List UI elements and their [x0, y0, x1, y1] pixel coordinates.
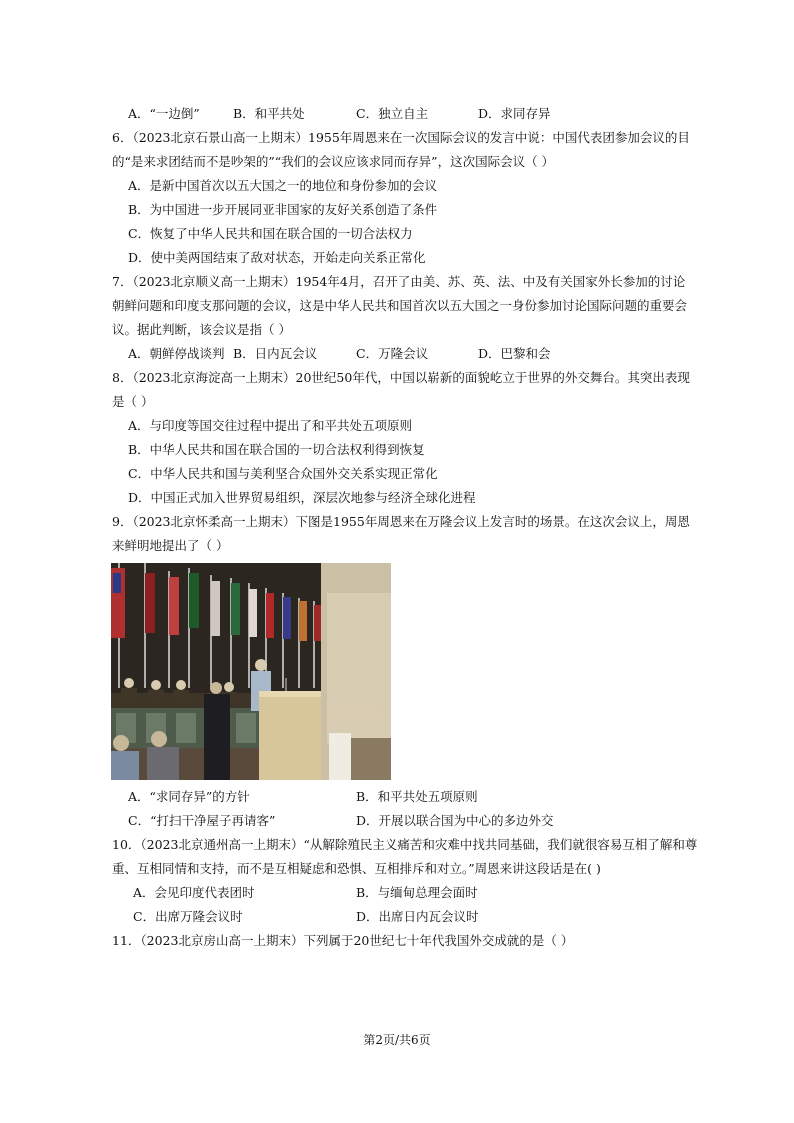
q10-option-c: C．出席万隆会议时: [133, 909, 243, 924]
q7-option-b: B．日内瓦会议: [233, 346, 318, 361]
q10-stem-line1: 10．（2023北京通州高一上期末）“从解除殖民主义痛苦和灾难中找共同基础，我们就很容易互相了解和尊: [112, 837, 698, 852]
q9-option-b: B．和平共处五项原则: [356, 789, 478, 804]
q7-stem-line3: 议。据此判断，该会议是指（ ）: [112, 322, 291, 337]
q9-stem-line2: 来鲜明地提出了（ ）: [112, 538, 229, 553]
q10-option-d: D．出席日内瓦会议时: [356, 909, 479, 924]
q6-option-c: C．恢复了中华人民共和国在联合国的一切合法权力: [128, 226, 413, 241]
q6-option-b: B．为中国进一步开展同亚非国家的友好关系创造了条件: [128, 202, 438, 217]
q8-option-d: D．中国正式加入世界贸易组织，深层次地参与经济全球化进程: [128, 490, 476, 505]
q5-option-b: B．和平共处: [233, 106, 305, 121]
q7-option-c: C．万隆会议: [356, 346, 429, 361]
q9-option-a: A．“求同存异”的方针: [128, 789, 250, 804]
q5-option-c: C．独立自主: [356, 106, 429, 121]
q8-stem-line2: 是（ ）: [112, 394, 154, 409]
q6-option-a: A．是新中国首次以五大国之一的地位和身份参加的会议: [128, 178, 438, 193]
q9-option-c: C．“打扫干净屋子再请客”: [128, 813, 276, 828]
q7-stem-line2: 朝鲜问题和印度支那问题的会议，这是中华人民共和国首次以五大国之一身份参加讨论国际问题的重要会: [112, 298, 688, 313]
q10-option-b: B．与缅甸总理会面时: [356, 885, 478, 900]
bandung-conference-photo: [111, 563, 391, 780]
page-number-footer: 第2页/共6页: [363, 1033, 431, 1047]
q5-option-d: D．求同存异: [478, 106, 551, 121]
q8-option-a: A．与印度等国交往过程中提出了和平共处五项原则: [128, 418, 413, 433]
q6-stem-line2: 的“是来求团结而不是吵架的”“我们的会议应该求同而存异”，这次国际会议（ ）: [112, 154, 555, 169]
q10-option-a: A．会见印度代表团时: [133, 885, 255, 900]
q9-stem-line1: 9．（2023北京怀柔高一上期末）下图是1955年周恩来在万隆会议上发言时的场景。在这次会议上，周恩: [112, 514, 690, 529]
q10-stem-line2: 重、互相同情和支持，而不是互相疑虑和恐惧、互相排斥和对立。”周恩来讲这段话是在( ): [112, 861, 601, 876]
q6-stem-line1: 6．（2023北京石景山高一上期末）1955年周恩来在一次国际会议的发言中说：中国代表团参加会议的目: [112, 130, 690, 145]
q8-option-b: B．中华人民共和国在联合国的一切合法权利得到恢复: [128, 442, 425, 457]
q9-option-d: D．开展以联合国为中心的多边外交: [356, 813, 554, 828]
q7-option-d: D．巴黎和会: [478, 346, 551, 361]
q8-stem-line1: 8．（2023北京海淀高一上期末）20世纪50年代，中国以崭新的面貌屹立于世界的外交舞台。其突出表现: [112, 370, 690, 385]
q7-stem-line1: 7．（2023北京顺义高一上期末）1954年4月，召开了由美、苏、英、法、中及有关国家外长参加的讨论: [112, 274, 686, 289]
q11-stem-line1: 11．（2023北京房山高一上期末）下列属于20世纪七十年代我国外交成就的是（ ）: [112, 933, 574, 948]
q8-option-c: C．中华人民共和国与美利坚合众国外交关系实现正常化: [128, 466, 438, 481]
q7-option-a: A．朝鲜停战谈判: [128, 346, 225, 361]
q6-option-d: D．使中美两国结束了敌对状态，开始走向关系正常化: [128, 250, 426, 265]
q5-option-a: A．“一边倒”: [128, 106, 200, 121]
